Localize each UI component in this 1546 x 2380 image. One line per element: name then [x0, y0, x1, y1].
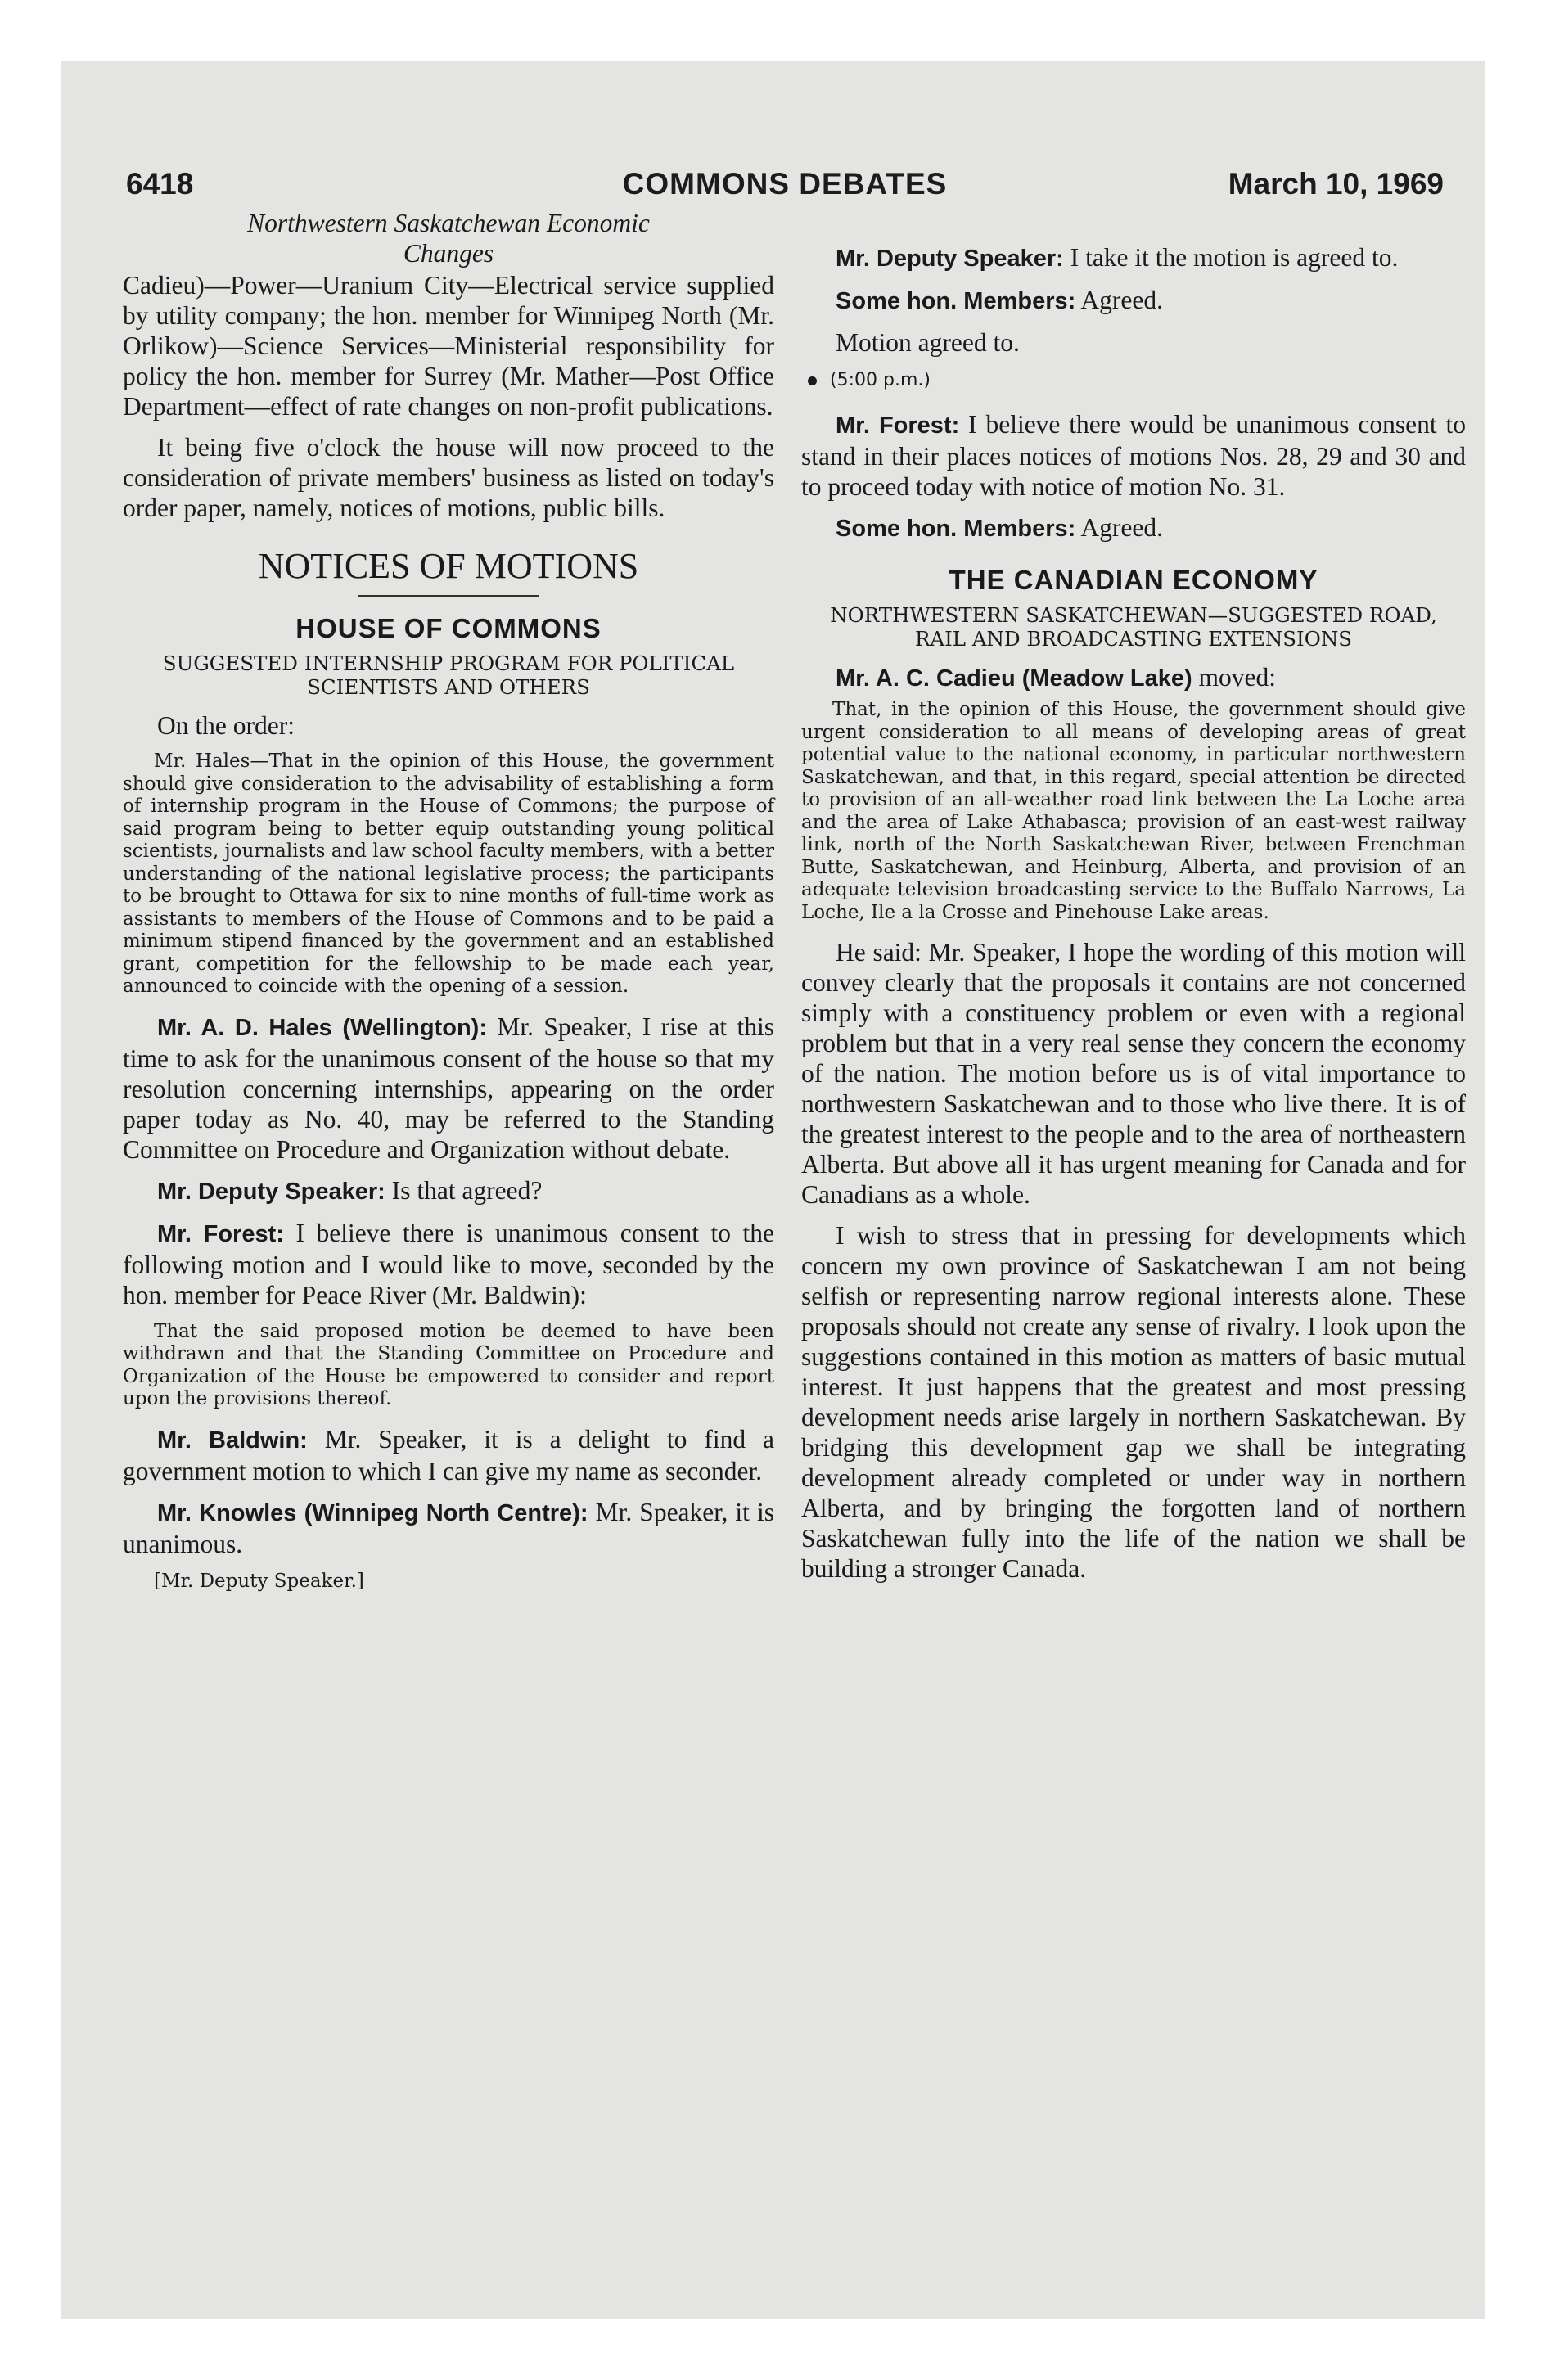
speech-text: I believe there is unanimous consent to the following motion and I would like to move, seconded by the hon. member for Peace River (Mr. Baldwin):: [123, 1218, 774, 1309]
baldwin-paragraph: [123, 1424, 774, 1486]
page-header: [126, 167, 1444, 208]
speaker-name: Mr. Forest:: [157, 1220, 284, 1247]
speech-paragraph-1: He said: Mr. Speaker, I hope the wording of this motion will convey clearly that the proposals it contains are not concerned simply with a constituency problem or even with a regional problem but that in a very real sense they concern the economy of the nation. The motion before us is of vital importance to northwestern Saskatchewan and to those who live there. It is of the greatest interest to the people and to the area of northeastern Alberta. But above all it has urgent meaning for Canada and for Canadians as a whole.: [801, 938, 1466, 1209]
cadieu-moved-paragraph: [801, 662, 1466, 694]
motion-agreed: Motion agreed to.: [836, 328, 1020, 357]
hales-paragraph: [123, 1012, 774, 1165]
internship-subheading: SUGGESTED INTERNSHIP PROGRAM FOR POLITICAL SCIENTISTS AND OTHERS: [162, 651, 735, 699]
topic-text: Cadieu)—Power—Uranium City—Electrical service supplied by utility company; the hon. member for Winnipeg North (Mr. Orlikow)—Science Services—Ministerial responsibility for policy the hon. member for Surrey (Mr. Mather—Post Office Department—effect of rate changes on non-profit publications.: [123, 271, 774, 421]
five-oclock-paragraph: It being five o'clock the house will now proceed to the consideration of private members' business as listed on today's order paper, namely, notices of motions, public bills.: [123, 433, 774, 522]
page-number: 6418: [126, 167, 194, 201]
speaker-name: Mr. Baldwin:: [157, 1427, 308, 1454]
hales-motion-text: Mr. Hales—That in the opinion of this House, the government should give consideration to the advisability of establishing a form of internship program in the House of Commons; the purpose of said program being to better equip outstanding young political scientists, journalists and law school faculty members, with a better understanding of the national legislative process; the participants to be brought to Ottawa for six to nine months of full-time work as assistants to members of the House of Commons and to be paid a minimum stipend financed by the government and an established grant, competition for the fellowship to be made each year, announced to coincide with the opening of a session.: [123, 751, 774, 997]
speech-text: Agreed.: [1080, 513, 1163, 542]
speech-text: Mr. Speaker, I rise at this time to ask for the unanimous consent of the house so that my resolution concerning internships, appearing on the order paper today as No. 40, may be referred to the Standing Committee on Procedure and Organization without debate.: [123, 1012, 775, 1164]
forest-paragraph: [801, 409, 1466, 502]
speaker-name: Mr. A. D. Hales (Wellington):: [157, 1014, 487, 1041]
page-date: March 10, 1969: [1228, 167, 1444, 201]
speaker-name: Mr. A. C. Cadieu (Meadow Lake): [836, 665, 1192, 692]
right-column: [801, 208, 1466, 1594]
deputy-speaker-paragraph: [123, 1175, 774, 1207]
publication-title: COMMONS DEBATES: [622, 167, 948, 201]
speech-text: moved:: [1198, 663, 1276, 692]
bullet-icon: [808, 376, 817, 385]
speech-text: Mr. Speaker, it is a delight to find a government motion to which I can give my name as seconder.: [123, 1424, 774, 1485]
bracket-reference: [Mr. Deputy Speaker.]: [154, 1570, 364, 1592]
cadieu-motion-text: That, in the opinion of this House, the government should give urgent consideration to all means of developing areas of great potential value to the national economy, in particular northwestern Saskatchewan, and that, in this regard, special attention be directed to provision of an all-weather road link between the La Loche area and the area of Lake Athabasca; provision of an east-west railway link, north of the North Saskatchewan River, between Frenchman Butte, Saskatchewan, and Heinburg, Alberta, and provision of an adequate television broadcasting service to the Buffalo Narrows, La Loche, Ile a la Crosse and Pinehouse Lake areas.: [801, 699, 1466, 923]
speech-text: Is that agreed?: [391, 1175, 543, 1205]
economy-subheading: NORTHWESTERN SASKATCHEWAN—SUGGESTED ROAD, RAIL AND BROADCASTING EXTENSIONS: [830, 603, 1437, 651]
speech-paragraph-2: I wish to stress that in pressing for developments which concern my own province of Saskatchewan I am not being selfish or representing narrow regional interests alone. These proposals should not create any sense of rivalry. I look upon the suggestions contained in this motion as matters of basic mutual interest. It just happens that the greatest and most pressing development needs arise largely in northern Saskatchewan. By bridging this development gap we shall be integrating development already completed or under way in northern Alberta, and by bringing the forgotten land of northern Saskatchewan fully into the life of the nation we shall be building a stronger Canada.: [801, 1221, 1466, 1583]
speech-text: Agreed.: [1080, 286, 1163, 314]
left-column: [123, 208, 774, 1593]
speech-text: I take it the motion is agreed to.: [1070, 243, 1399, 272]
members-agreed-paragraph: [801, 285, 1466, 317]
forest-paragraph: [123, 1218, 774, 1310]
speech-text: Mr. Speaker, it is unanimous.: [123, 1497, 775, 1558]
deputy-speaker-paragraph: [801, 242, 1466, 274]
canadian-economy-heading: THE CANADIAN ECONOMY: [949, 565, 1318, 595]
notices-of-motions-heading: NOTICES OF MOTIONS: [258, 546, 639, 586]
speaker-name: Mr. Knowles (Winnipeg North Centre):: [157, 1499, 588, 1526]
knowles-paragraph: [123, 1497, 774, 1559]
house-of-commons-heading: HOUSE OF COMMONS: [295, 613, 602, 643]
timestamp: [808, 368, 1466, 393]
topic-heading: Northwestern Saskatchewan Economic Changes: [247, 209, 650, 268]
speaker-name: Mr. Deputy Speaker:: [157, 1178, 385, 1205]
forest-motion-text: That the said proposed motion be deemed to have been withdrawn and that the Standing Committee on Procedure and Organization of the House be empowered to consider and report upon the provisions thereof.: [123, 1320, 774, 1409]
heading-rule: [358, 595, 539, 597]
members-agreed-paragraph: [801, 512, 1466, 544]
timestamp-text: (5:00 p.m.): [830, 370, 931, 390]
on-the-order: On the order:: [157, 711, 295, 740]
speaker-name: Mr. Deputy Speaker:: [836, 246, 1064, 272]
speaker-name: Some hon. Members:: [836, 288, 1076, 314]
speaker-name: Mr. Forest:: [836, 412, 960, 439]
speaker-name: Some hon. Members:: [836, 516, 1076, 542]
speech-text: I believe there would be unanimous consent to stand in their places notices of motions Nos. 28, 29 and 30 and to proceed today with notice of motion No. 31.: [801, 410, 1467, 501]
